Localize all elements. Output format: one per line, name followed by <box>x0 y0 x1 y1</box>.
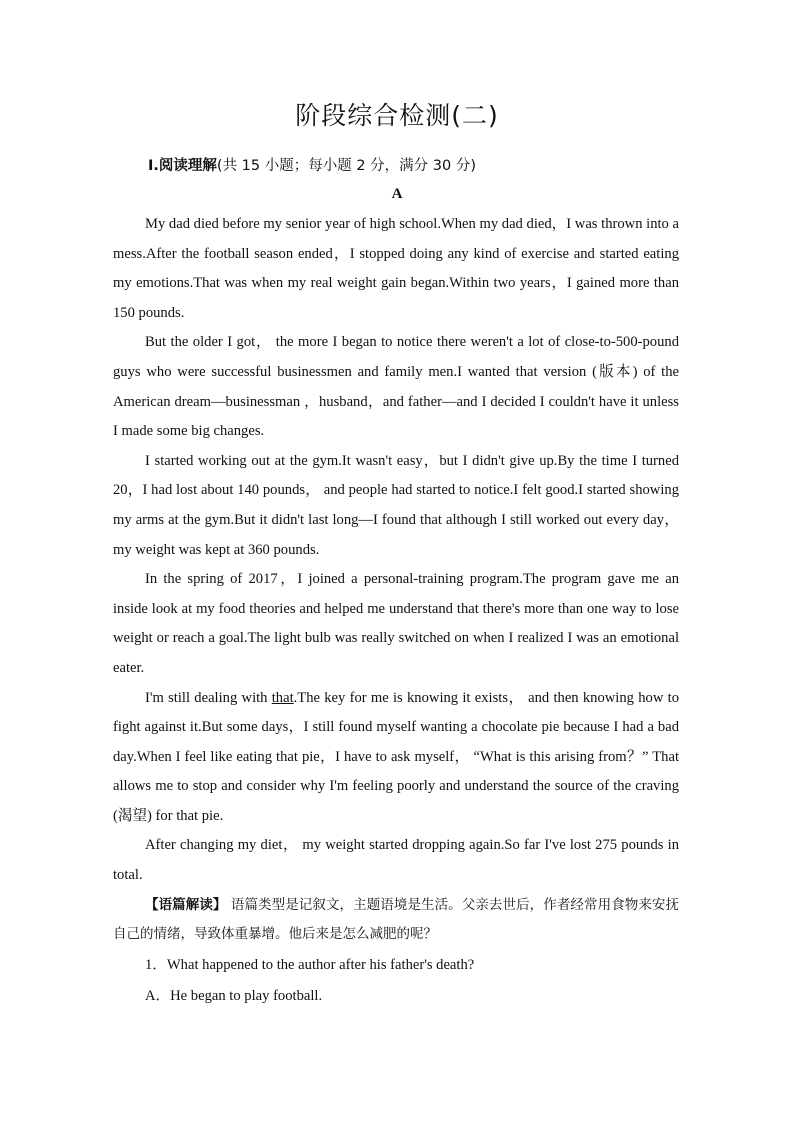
reading-note <box>113 891 679 950</box>
passage-paragraph-1: My dad died before my senior year of high school.When my dad died，I was thrown into a mess.After the football season ended，I stopped doing any kind of exercise and started eating my emotions.That was when my real weight gain began.Within two years，I gained more than 150 pounds. <box>113 216 679 321</box>
paragraph-5-start: I'm still dealing with <box>145 689 272 706</box>
question-stem: 1．What happened to the author after his father's death? <box>145 956 475 973</box>
passage-paragraph-5 <box>113 684 679 832</box>
section-heading <box>148 154 476 175</box>
passage-paragraph-2: But the older I got， the more I began to notice there weren't a lot of close-to-500-pound guys who were successful businessmen and family men.I wanted that version (版本) of the American dream—businessman ，husband，and father—and I decided I couldn't have it unless I made some big changes. <box>113 334 679 440</box>
section-heading-label: Ⅰ.阅读理解 <box>148 158 217 174</box>
reading-note-tag: 【语篇解读】 <box>145 896 227 913</box>
passage-paragraph-4: In the spring of 2017，I joined a personal-training program.The program gave me an inside look at my food theories and helped me understand that there's more than one way to lose weight or reach a goal.The light bulb was really switched on when I realized I was an emotional eater. <box>113 571 679 676</box>
question-option-a: A．He began to play football. <box>145 987 323 1004</box>
passage-paragraph-3: I started working out at the gym.It wasn't easy，but I didn't give up.By the time I turned 20，I had lost about 140 pounds， and people had started to notice.I felt good.I started showing my arms at the gym.But it didn't last long—I found that although I still worked out every day，my weight was kept at 360 pounds. <box>113 452 679 558</box>
reading-note-text: 语篇类型是记叙文，主题语境是生活。父亲去世后，作者经常用食物来安抚自己的情绪，导致体重暴增。他后来是怎么减肥的呢？ <box>113 896 680 943</box>
underlined-word: that <box>271 689 294 706</box>
passage-body <box>113 210 679 1012</box>
passage-paragraph-6: After changing my diet， my weight started dropping again.So far I've lost 275 pounds in total. <box>113 837 679 884</box>
page-title: 阶段综合检测(二) <box>295 101 499 130</box>
passage-label: A <box>391 186 403 202</box>
paragraph-5-rest: .The key for me is knowing it exists， and then knowing how to fight against it.But some days，I still found myself wanting a chocolate pie because I had a bad day.When I feel like eating that pie，I have to ask myself， “What is this arising from？” That allows me to stop and consider why I'm feeling poorly and understand the source of the craving (渴望) for that pie. <box>113 689 679 824</box>
section-heading-scoring: (共 15 小题；每小题 2 分，满分 30 分) <box>216 158 477 174</box>
